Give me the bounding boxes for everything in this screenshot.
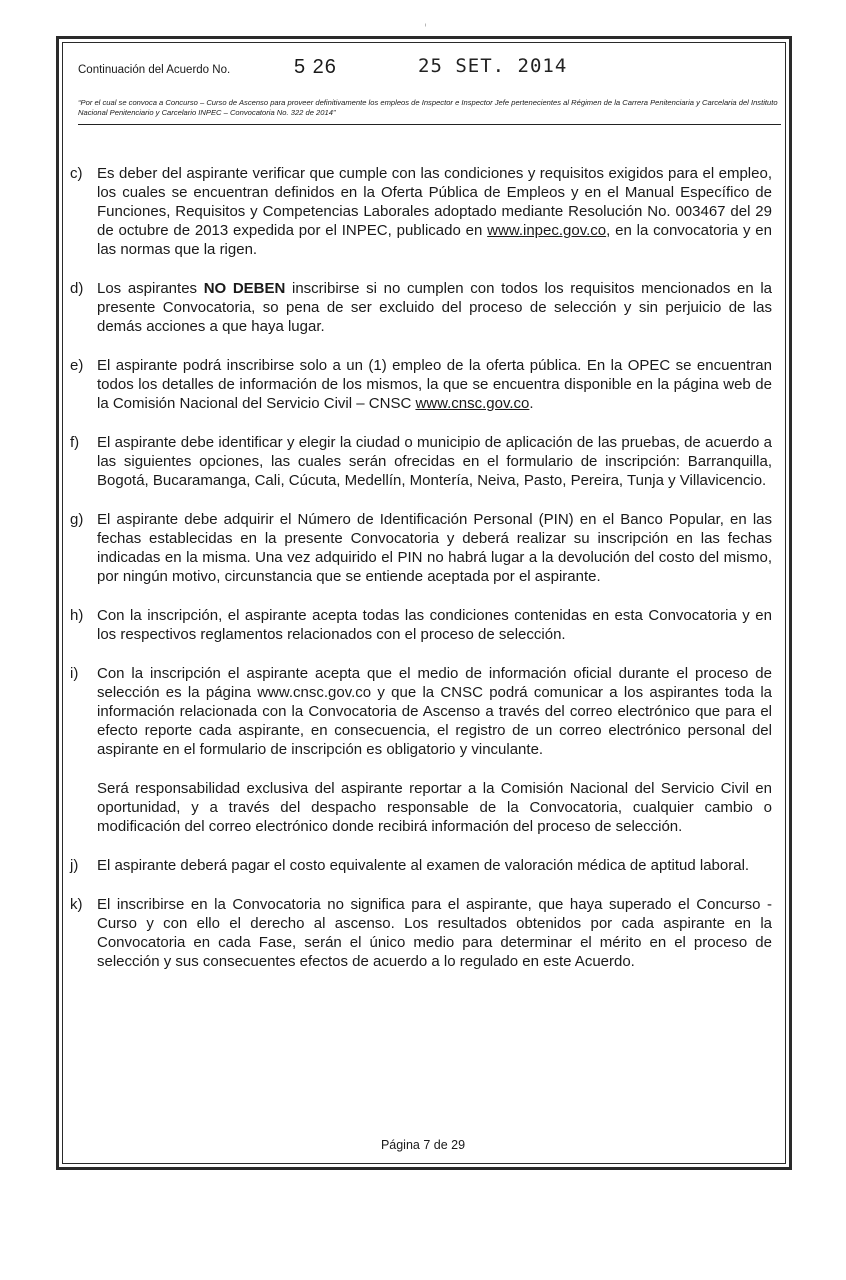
list-item-text: Los aspirantes NO DEBEN inscribirse si no cumplen con todos los requisitos mencionados en la presente Convocatoria, so pena de ser excluido del proceso de selección y sin perjuicio de las demás acciones a que haya lugar. xyxy=(97,280,772,335)
list-item-h xyxy=(70,606,772,644)
list-item-j xyxy=(70,856,772,875)
list-item-k xyxy=(70,895,772,971)
list-item-text: Es deber del aspirante verificar que cumple con las condiciones y requisitos exigidos para el empleo, los cuales se encuentran definidos en la Oferta Pública de Empleos y en el Manual Específico de Funciones, Requisitos y Competencias Laborales adoptado mediante Resolución No. 003467 del 29 de octubre de 2013 expedida por el INPEC, publicado en www.inpec.gov.co, en la convocatoria y en las normas que la rigen. xyxy=(97,165,772,258)
list-marker: h) xyxy=(70,607,84,624)
list-item-text: El inscribirse en la Convocatoria no significa para el aspirante, que haya superado el Concurso - Curso y con ello el derecho al ascenso. Los resultados obtenidos por cada aspirante en la Convocatoria en cada Fase, serán el único medio para determinar el mérito en el proceso de selección y sus consecuentes efectos de acuerdo a lo regulado en este Acuerdo. xyxy=(97,896,772,970)
list-marker: j) xyxy=(70,857,79,874)
document-body xyxy=(70,164,772,991)
continuation-label: Continuación del Acuerdo No. xyxy=(78,64,231,76)
list-item-f xyxy=(70,433,772,490)
footer-rule xyxy=(62,1163,786,1164)
list-item-text: El aspirante podrá inscribirse solo a un (1) empleo de la oferta pública. En la OPEC se encuentran todos los detalles de información de los mismos, la que se encuentra disponible en la página web de la Comisión Nacional del Servicio Civil – CNSC www.cnsc.gov.co. xyxy=(97,357,772,412)
paragraph: Será responsabilidad exclusiva del aspirante reportar a la Comisión Nacional del Servicio Civil en oportunidad, y a través del despacho responsable de la Convocatoria, cualquier cambio o modificación del correo electrónico donde recibirá información del proceso de selección. xyxy=(97,780,772,835)
list-marker: i) xyxy=(70,665,79,682)
list-marker: k) xyxy=(70,896,83,913)
header-quote: “Por el cual se convoca a Concurso – Curso de Ascenso para proveer definitivamente los empleos de Inspector e Inspector Jefe pertenecientes al Régimen de la Carrera Penitenciaria y Carcelaria del Instituto Nacional Penitenciario y Carcelario INPEC – Convocatoria No. 322 de 2014” xyxy=(78,98,778,117)
list-marker: c) xyxy=(70,165,83,182)
scan-mark: ⁱ xyxy=(425,22,427,31)
list-item-text: Con la inscripción, el aspirante acepta todas las condiciones contenidas en esta Convocatoria y en los respectivos reglamentos relacionados con el proceso de selección. xyxy=(97,607,772,643)
list-marker: e) xyxy=(70,357,84,374)
list-item-e xyxy=(70,356,772,413)
list-item-text: El aspirante debe identificar y elegir la ciudad o municipio de aplicación de las pruebas, de acuerdo a las siguientes opciones, las cuales serán ofrecidas en el formulario de inscripción: Barranquilla, Bogotá, Bucaramanga, Cali, Cúcuta, Medellín, Montería, Neiva, Pasto, Pereira, Tunja y Villavicencio. xyxy=(97,434,772,489)
list-item-d xyxy=(70,279,772,336)
list-marker: d) xyxy=(70,280,84,297)
emphasis-text: NO DEBEN xyxy=(203,280,286,297)
paragraph: Con la inscripción el aspirante acepta que el medio de información oficial durante el proceso de selección es la página www.cnsc.gov.co y que la CNSC podrá comunicar a los aspirantes toda la información relacionada con la Convocatoria de Ascenso a través del correo electrónico que para el efecto reporte cada aspirante, en consecuencia, el registro de un correo electrónico personal del aspirante en el formulario de inscripción es obligatorio y vinculante. xyxy=(97,665,772,758)
list-item-text: El aspirante debe adquirir el Número de Identificación Personal (PIN) en el Banco Popular, en las fechas establecidas en la presente Convocatoria y deberá realizar su inscripción en las fechas indicadas en la misma. Una vez adquirido el PIN no habrá lugar a la devolución del costo del mismo, por ningún motivo, circunstancia que se entiende aceptada por el aspirante. xyxy=(97,511,772,585)
page-number: Página 7 de 29 xyxy=(380,1138,466,1152)
header-divider xyxy=(78,124,781,125)
inpec-link[interactable]: www.inpec.gov.co xyxy=(487,222,607,239)
list-item-text: El aspirante deberá pagar el costo equivalente al examen de valoración médica de aptitud laboral. xyxy=(97,857,750,874)
list-item-g xyxy=(70,510,772,586)
list-marker: f) xyxy=(70,434,80,451)
acuerdo-number: 5 26 xyxy=(294,56,337,78)
document-header xyxy=(78,55,768,89)
date-stamp: 25 SET. 2014 xyxy=(418,55,568,77)
list-marker: g) xyxy=(70,511,84,528)
list-item-c xyxy=(70,164,772,259)
cnsc-link[interactable]: www.cnsc.gov.co xyxy=(415,395,530,412)
list-item-text xyxy=(97,664,772,836)
list-item-i xyxy=(70,664,772,836)
